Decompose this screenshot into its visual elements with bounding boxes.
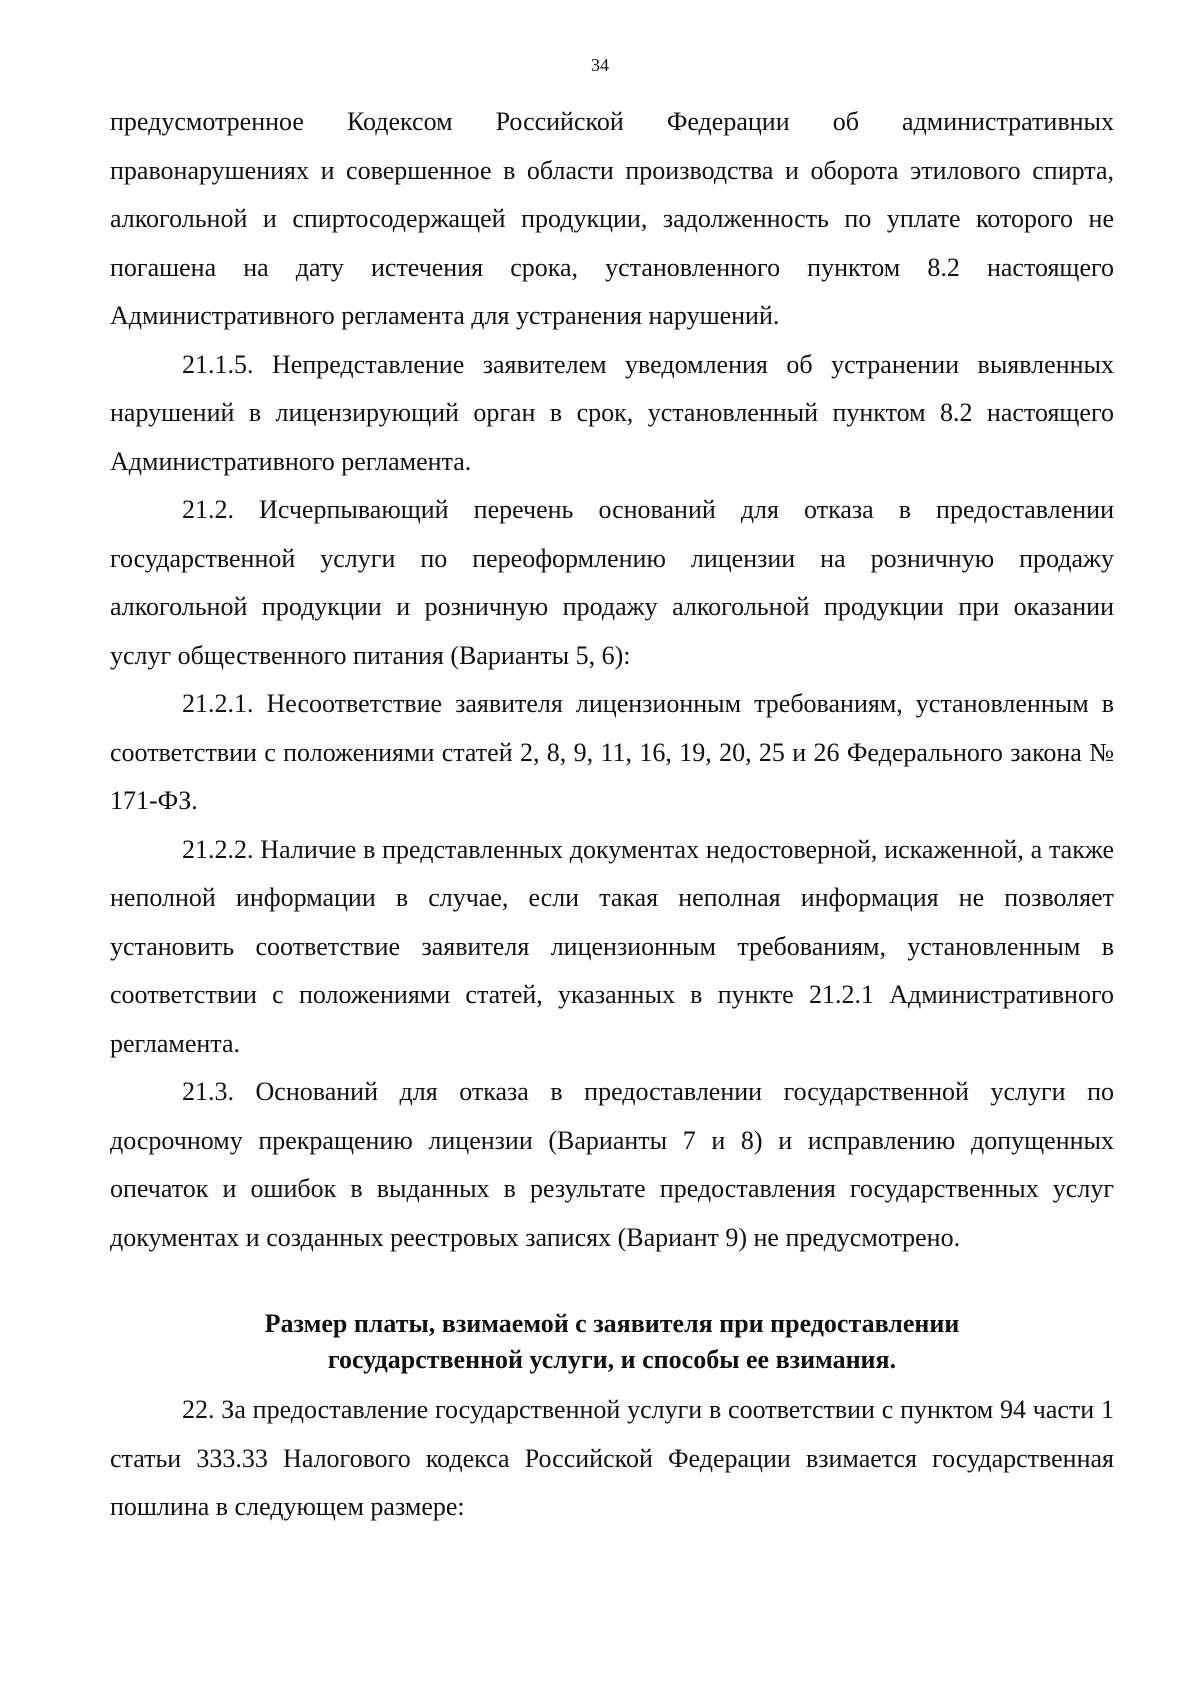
section-heading — [110, 1306, 1114, 1378]
paragraph-22: 22. За предоставление государственной услуги в соответствии с пунктом 94 части 1 статьи 333.33 Налогового кодекса Российской Федерации взимается государственная пошлина в следующем размере: — [110, 1395, 1114, 1521]
document-body — [110, 98, 1114, 1532]
page-number: 34 — [591, 55, 609, 75]
section-heading-line-1: Размер платы, взимаемой с заявителя при предоставлении — [264, 1309, 960, 1338]
paragraph-21-1-5: 21.1.5. Непредставление заявителем уведомления об устранении выявленных нарушений в лицензирующий орган в срок, установленный пунктом 8.2 настоящего Административного регламента. — [110, 349, 1114, 476]
section-heading-line-2: государственной услуги, и способы ее взимания. — [327, 1345, 897, 1374]
paragraph-21-3: 21.3. Оснований для отказа в предоставлении государственной услуги по досрочному прекращению лицензии (Варианты 7 и 8) и исправлению допущенных опечаток и ошибок в выданных в результате предоставления государственных услуг документах и созданных реестровых записях (Вариант 9) не предусмотрено. — [110, 1077, 1114, 1252]
paragraph-continuation: предусмотренное Кодексом Российской Федерации об административных правонарушениях и совершенное в области производства и оборота этилового спирта, алкогольной и спиртосодержащей продукции, задолженность по уплате которого не погашена на дату истечения срока, установленного пунктом 8.2 настоящего Административного регламента для устранения нарушений. — [110, 107, 1114, 330]
paragraph-21-2-1: 21.2.1. Несоответствие заявителя лицензионным требованиям, установленным в соответствии с положениями статей 2, 8, 9, 11, 16, 19, 20, 25 и 26 Федерального закона № 171-ФЗ. — [110, 689, 1114, 815]
paragraph-21-2: 21.2. Исчерпывающий перечень оснований для отказа в предоставлении государственной услуги по переоформлению лицензии на розничную продажу алкогольной продукции и розничную продажу алкогольной продукции при оказании услуг общественного питания (Варианты 5, 6): — [110, 495, 1114, 670]
paragraph-21-2-2: 21.2.2. Наличие в представленных документах недостоверной, искаженной, а также неполной информации в случае, если такая неполная информация не позволяет установить соответствие заявителя лицензионным требованиям, установленным в соответствии с положениями статей, указанных в пункте 21.2.1 Административного регламента. — [110, 834, 1114, 1058]
